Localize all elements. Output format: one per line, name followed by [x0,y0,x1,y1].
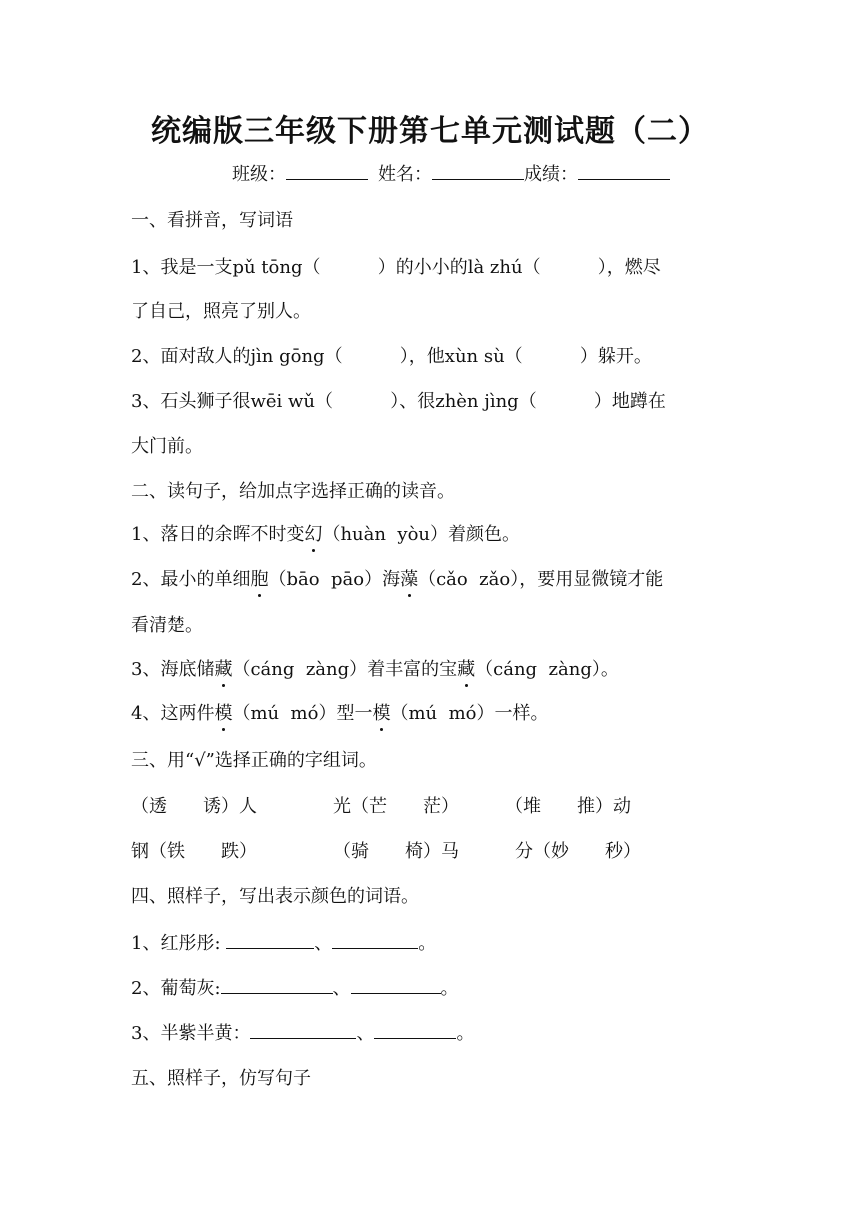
section-1-heading: 一、看拼音，写词语 [131,210,293,231]
s1-question-3a: 3、石头狮子很wēi wǔ（ ）、很zhèn jìng（ ）地蹲在 [131,391,666,412]
answer-blank[interactable] [351,979,441,994]
s2-question-2b: 看清楚。 [131,615,203,636]
score-blank[interactable] [578,165,670,180]
dotted-char: 模 [372,699,390,725]
section-4-heading: 四、照样子，写出表示颜色的词语。 [131,886,419,907]
name-blank[interactable] [432,165,524,180]
s2-q2-options-1: （bāo pāo）海 [268,569,401,590]
dotted-char: 藏 [457,655,475,681]
s2-q1-text: 1、落日的余晖不时变 [131,524,305,545]
s4-question-3 [131,1019,474,1045]
score-label: 成绩： [524,164,578,185]
full-stop: 。 [418,933,437,954]
dotted-char: 幻 [304,520,322,546]
name-label: 姓名： [378,164,432,185]
s3-choice[interactable]: 分（妙 秒） [515,841,641,862]
section-2-heading: 二、读句子，给加点字选择正确的读音。 [131,481,455,502]
s4-question-1 [131,929,436,955]
s2-q2-text: 2、最小的单细 [131,569,251,590]
s1-question-1a: 1、我是一支pǔ tōng（ ）的小小的là zhú（ ），燃尽 [131,257,661,278]
class-label: 班级： [232,164,286,185]
dotted-char: 藻 [400,565,418,591]
s2-q1-options: （huàn yòu）着颜色。 [322,524,521,545]
s1-question-3b: 大门前。 [131,436,203,457]
s2-q4-options-2: （mú mó）一样。 [390,703,549,724]
s3-choice[interactable]: （透 诱）人 [131,796,257,817]
s4-q1-label: 1、红彤彤: [131,933,221,954]
s2-question-1 [131,520,520,546]
full-stop: 。 [440,978,459,999]
s2-q3-options-2: （cáng zàng）。 [475,659,619,680]
answer-blank[interactable] [374,1024,456,1039]
s1-question-2: 2、面对敌人的jìn gōng（ ），他xùn sù（ ）躲开。 [131,346,652,367]
class-blank[interactable] [286,165,368,180]
separator: 、 [314,933,333,954]
s4-question-2 [131,974,459,1000]
answer-blank[interactable] [221,979,333,994]
section-5-heading: 五、照样子，仿写句子 [131,1068,311,1089]
s2-question-4 [131,699,548,725]
s2-question-3 [131,655,619,681]
s2-q3-text: 3、海底储 [131,659,215,680]
s3-choice[interactable]: （堆 推）动 [505,796,631,817]
s4-q2-label: 2、葡萄灰: [131,978,221,999]
s1-question-1b: 了自己，照亮了别人。 [131,301,311,322]
student-info-line [232,160,670,186]
s2-question-2 [131,565,663,591]
answer-blank[interactable] [332,934,418,949]
section-3-heading: 三、用“√”选择正确的字组词。 [131,750,377,771]
answer-blank[interactable] [226,934,314,949]
separator: 、 [332,978,351,999]
s2-q4-options-1: （mú mó）型一 [232,703,373,724]
dotted-char: 胞 [250,565,268,591]
page-title: 统编版三年级下册第七单元测试题（二） [151,114,709,149]
s3-choice[interactable]: （骑 椅）马 [333,841,459,862]
full-stop: 。 [456,1023,475,1044]
s4-q3-label: 3、半紫半黄： [131,1023,251,1044]
dotted-char: 藏 [214,655,232,681]
s3-choice[interactable]: 钢（铁 跌） [131,841,257,862]
dotted-char: 模 [214,699,232,725]
answer-blank[interactable] [250,1024,356,1039]
separator: 、 [356,1023,375,1044]
s3-choice[interactable]: 光（芒 茫） [333,796,459,817]
s2-q2-options-2: （cǎo zǎo），要用显微镜才能 [418,569,664,590]
s2-q4-text: 4、这两件 [131,703,215,724]
s2-q3-options-1: （cáng zàng）着丰富的宝 [232,659,458,680]
